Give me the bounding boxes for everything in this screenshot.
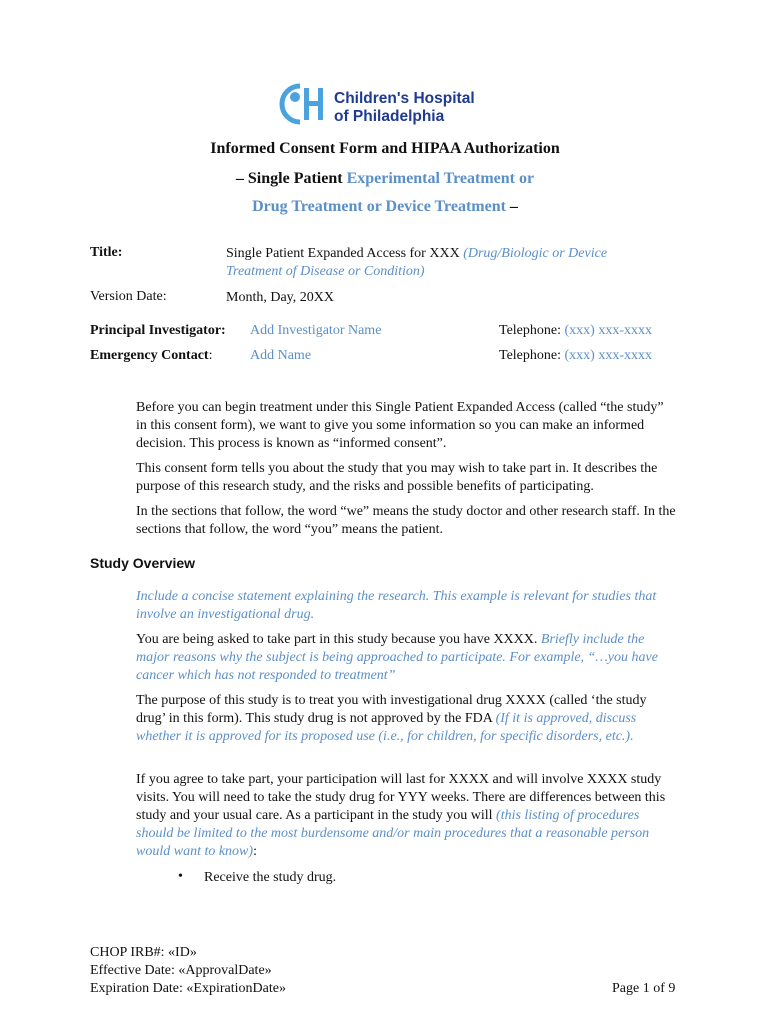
overview-p3-text: The purpose of this study is to treat you with investigational drug XXXX (called ‘the study drug’ in this form). This study drug is not approved by the FDA [136,693,647,726]
title-label: Title: [90,245,123,260]
overview-p2-italic: Briefly include the major reasons why the subject is being approached to participate. For example, “…you have cancer which has not responded to treatment” [136,632,658,683]
pi-telephone-value: (xxx) xxx-xxxx [564,323,652,338]
ec-telephone [499,348,652,364]
emergency-contact-colon: : [208,348,213,363]
version-date-value: Month, Day, 20XX [226,290,334,305]
overview-p1-text: Include a concise statement explaining the research. This example is relevant for studies that involve an investigational drug. [136,589,657,622]
overview-p2-text: You are being asked to take part in this study because you have XXXX. [136,632,541,647]
title-value [226,245,666,281]
chop-logo [278,82,498,126]
title-value-blue-1: (Drug/Biologic or Device [463,246,608,261]
emergency-contact [90,348,212,364]
pi-label: Principal Investigator: [90,323,226,338]
footer-expiration-date: Expiration Date: «ExpirationDate» [90,981,286,996]
overview-p4-text: If you agree to take part, your participation will last for XXXX and will involve XXXX study visits. You will need to take the study drug for YYY weeks. There are differences between this study and your usual care. As a participant in the study you will [136,772,666,823]
intro-paragraph-1 [136,399,676,453]
footer-page-number: Page 1 of 9 [612,981,676,996]
bullet-dot-icon: • [178,869,183,884]
pi-value: Add Investigator Name [250,323,382,338]
intro-p1-text: Before you can begin treatment under this Single Patient Expanded Access (called “the study” in this consent form), we want to give you some information so you can make an informed decision. This process is known as “informed consent”. [136,400,664,451]
document-subtitle-line-2 [0,198,770,216]
title-value-blue-2: Treatment of Disease or Condition) [226,264,425,279]
subtitle-suffix: – [505,198,518,215]
logo-line-1: Children's Hospital [334,90,475,107]
bullet-item-1: Receive the study drug. [204,870,337,885]
pi-telephone-label: Telephone: [499,323,565,338]
subtitle-blue-2: Drug Treatment or Device Treatment [252,198,506,215]
document-subtitle-line-1 [0,170,770,188]
logo-line-2: of Philadelphia [334,108,445,125]
overview-paragraph-2 [136,631,676,685]
ec-telephone-value: (xxx) xxx-xxxx [564,348,652,363]
emergency-contact-label: Emergency Contact [90,348,209,363]
overview-p4-end: : [253,844,257,859]
logo-text [334,90,475,126]
intro-paragraph-2 [136,460,676,496]
subtitle-prefix: – Single Patient [235,170,347,187]
overview-paragraph-1 [136,588,676,624]
version-date-label: Version Date: [90,289,167,304]
footer-effective-date: Effective Date: «ApprovalDate» [90,963,272,978]
emergency-contact-value: Add Name [250,348,312,363]
intro-p2-text: This consent form tells you about the study that you may wish to take part in. It describes the purpose of this research study, and the risks and possible benefits of participating. [136,461,658,494]
overview-p3-italic: (If it is approved, discuss whether it is approved for its proposed use (i.e., for children, for specific disorders, etc.). [136,711,637,744]
footer-irb: CHOP IRB#: «ID» [90,945,197,960]
title-value-text: Single Patient Expanded Access for XXX [226,246,464,261]
subtitle-blue-1: Experimental Treatment or [346,170,535,187]
overview-paragraph-3 [136,692,676,746]
intro-paragraph-3 [136,503,676,539]
intro-p3-text: In the sections that follow, the word “we” means the study doctor and other research staff. In the sections that follow, the word “you” means the patient. [136,504,676,537]
ec-telephone-label: Telephone: [499,348,565,363]
document-title: Informed Consent Form and HIPAA Authorization [210,140,560,157]
chop-logo-mark-icon [278,82,330,126]
pi-telephone [499,323,652,339]
study-overview-heading: Study Overview [90,555,196,571]
overview-paragraph-4 [136,771,676,861]
overview-p4-italic: (this listing of procedures should be limited to the most burdensome and/or main procedures that a reasonable person would want to know) [136,808,650,859]
